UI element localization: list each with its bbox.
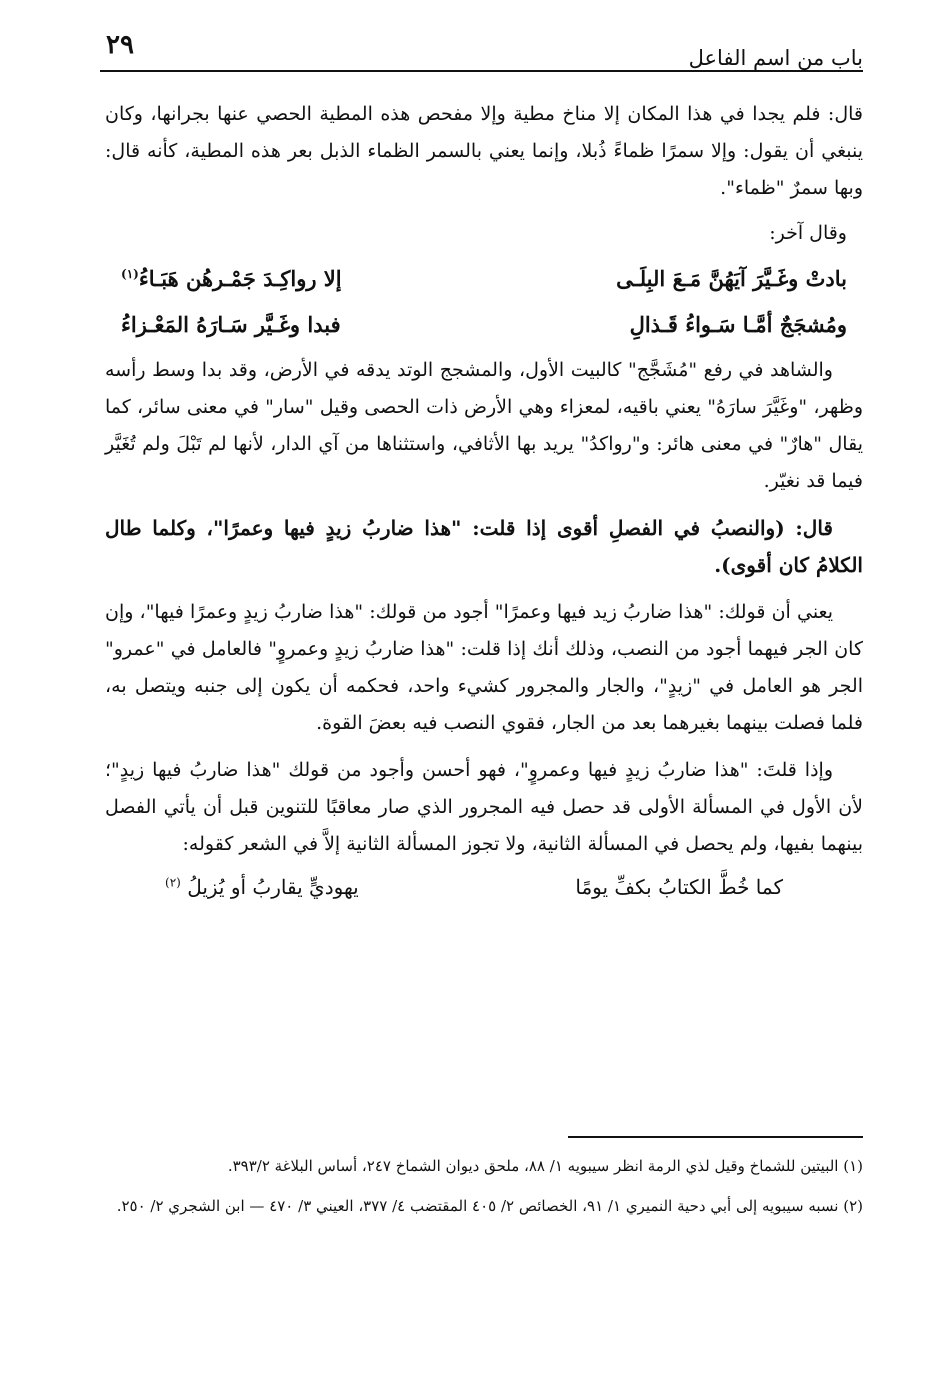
- paragraph-1: قال: فلم يجدا في هذا المكان إلا مناخ مطية وإلا مفحص هذه المطية الحصي عنها بجرانها، وكان ينبغي أن يقول: وإلا سمرًا ظماءً ذُبلا، وإنما يعني بالسمر الظماء الذبل بعر هذه المطية، كأنه قال: وبها سمرٌ "ظماء".: [105, 103, 863, 199]
- page-header: [100, 20, 863, 72]
- verse-3-second-hemistich-text: يهوديٍّ يقاربُ أو يُزيلُ: [187, 875, 359, 899]
- footnote-2: (٢) نسبه سيبويه إلى أبي دحية النميري ١/ ٩١، الخصائص ٢/ ٤٠٥ المقتضب ٤/ ٣٧٧، العيني ٣/ ٤٧٠ — ابن الشجري ٢/ ٢٥٠.: [116, 1197, 863, 1215]
- verse-line-1: [105, 258, 863, 300]
- verse-3-second-hemistich: [165, 867, 359, 907]
- paragraph-2: والشاهد في رفع "مُشَجَّج" كالبيت الأول، والمشجج الوتد يدقه في الأرض، وقد بدا وسط رأسه وظهر، "وغَيَّرَ سارَهُ" يعني باقيه، لمعزاء وهي الأرض ذات الحصى وقيل "سار" في معنى سائر، كما يقال "هارٌ" في معنى هائر: و"رواكدُ" يريد بها الأثافي، واستثناها من آي الدار، لأنها لم تَبْلَ ولم تُغَيَّر فيما قد نغيّر.: [105, 359, 863, 492]
- footnotes: [105, 1150, 863, 1230]
- verse-1-first-hemistich: بادتْ وغَـيَّرَ آيَهُنَّ مَـعَ البِلَـى: [616, 266, 847, 291]
- paragraph-5: وإذا قلتَ: "هذا ضاربُ زيدٍ فيها وعمروٍ"، فهو أحسن وأجود من قولك "هذا ضاربُ فيها زيدٍ"؛ لأن الأول في المسألة الأولى قد حصل فيه المجرور الذي صار معاقبًا للتنوين قبل أن يأتي الفصل بينهما بفيها، ولم يحصل في المسألة الثانية، ولا تجوز المسألة الثانية إلاَّ في الشعر كقوله:: [105, 759, 863, 855]
- footnote-divider: [568, 1136, 863, 1138]
- paragraph-3-quote: قال: (والنصبُ في الفصلِ أقوى إذا قلت: "هذا ضاربُ زيدٍ فيها وعمرًا"، وكلما طال الكلامُ كان أقوى).: [105, 516, 863, 577]
- verse-line-3: [105, 867, 863, 907]
- verse-line-2: [105, 304, 863, 346]
- footnote-ref-1: (١): [121, 267, 139, 281]
- running-title: باب من اسم الفاعل: [688, 46, 863, 70]
- footnote-ref-2: (٢): [165, 875, 181, 890]
- page-number: ٢٩: [106, 30, 134, 60]
- page-body: [105, 96, 863, 911]
- verse-3-first-hemistich: كما خُطَّ الكتابُ بكفِّ يومًا: [575, 875, 783, 899]
- verse-1-second-hemistich-text: إلا رواكِـدَ جَمْـرهُن هَبَـاءُ: [138, 266, 342, 291]
- verse-1-second-hemistich: [121, 258, 342, 300]
- paragraph-4: يعني أن قولك: "هذا ضاربُ زيد فيها وعمرًا" أجود من قولك: "هذا ضاربُ زيدٍ وعمرًا فيها"، وإن كان الجر فيهما أجود من النصب، وذلك أنك إذا قلت: "هذا ضاربُ زيدٍ وعمروٍ" فالعامل في "عمرو" الجر هو العامل في "زيدٍ"، والجار والمجرور كشيء واحد، فحكمه أن يكون إلى جنبه ويتصل به، فلما فصلت بينهما بغيرهما بعد من الجار، فقوي النصب فيه بعضَ القوة.: [105, 601, 863, 734]
- verse-intro: وقال آخر:: [769, 222, 847, 244]
- footnote-1: (١) البيتين للشماخ وقيل لذي الرمة انظر سيبويه ١/ ٨٨، ملحق ديوان الشماخ ٢٤٧، أساس البلاغة ٣٩٣/٢.: [227, 1157, 863, 1175]
- verse-2-second-hemistich: فبدا وغَـيَّر سَـارَهُ المَعْـزاءُ: [121, 312, 341, 337]
- verse-2-first-hemistich: ومُشجَجٌ أمَّـا سَـواءُ قَـذالِ: [629, 312, 847, 337]
